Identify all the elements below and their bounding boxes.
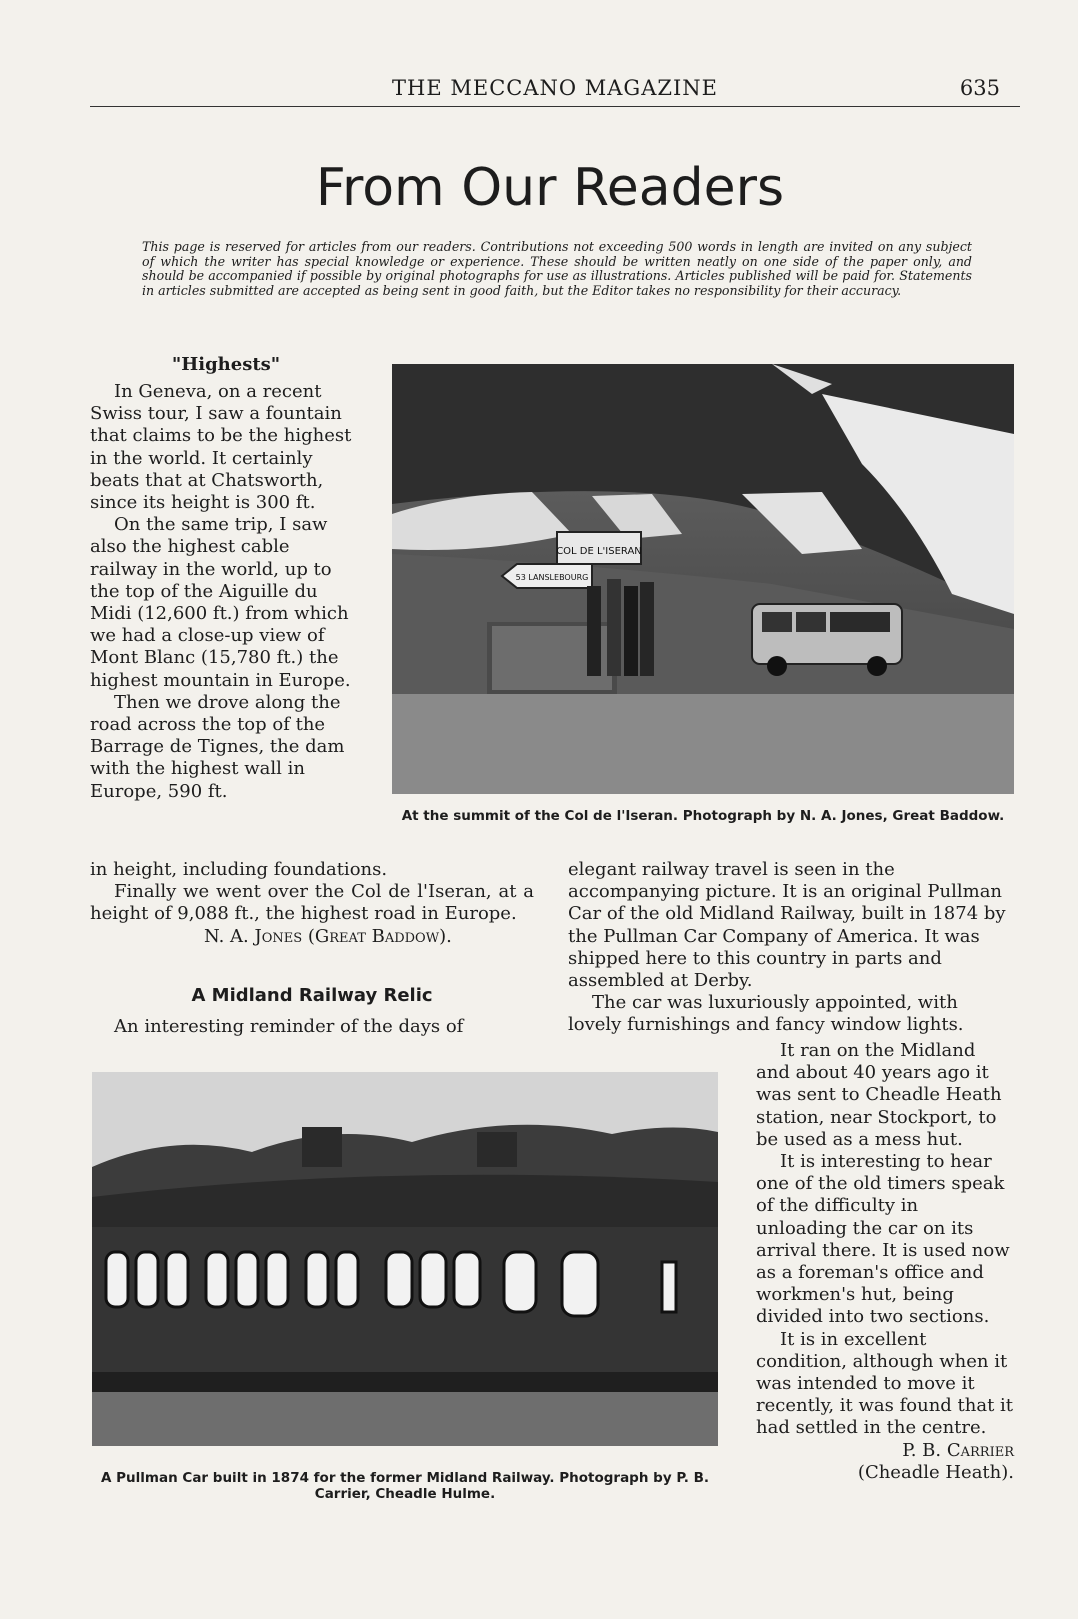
article2-heading: A Midland Railway Relic <box>191 985 433 1006</box>
page-header <box>90 76 1020 107</box>
article2-column-right <box>568 859 1014 1037</box>
article1-author <box>90 926 534 948</box>
article1-paragraph: Finally we went over the Col de l'Iseran, at a height of 9,088 ft., the highest road in Europe. <box>90 881 534 925</box>
pullman-car-image <box>92 1072 718 1446</box>
col-de-liseran-photo <box>392 364 1014 794</box>
article2-paragraph: It is interesting to hear one of the old timers speak of the difficulty in unloading the car on its arrival there. It is used now as a foreman's office and workmen's hut, being divided into two sections. <box>756 1151 1010 1328</box>
article1-paragraph: in height, including foundations. <box>90 859 388 880</box>
pullman-car-photo <box>92 1072 718 1446</box>
article1-column <box>90 381 362 803</box>
article1-paragraph: On the same trip, I saw also the highest cable railway in the world, up to the top of the Aiguille du Midi (12,600 ft.) from which we had a close-up view of Mont Blanc (15,780 ft.) the highest mountain in Europe. <box>90 514 351 691</box>
intro-paragraph: This page is reserved for articles from our readers. Contributions not exceeding 500 words in length are invited on any subject of which the writer has special knowledge or experience. These should be written neatly on one side of the paper only, and should be accompanied if possible by original photographs for use as illustrations. Articles published will be paid for. Statements in articles submitted are accepted as being sent in good faith, but the Editor takes no responsibility for their accuracy. <box>142 239 972 298</box>
article2-column-narrow <box>756 1040 1014 1484</box>
article2-paragraph: elegant railway travel is seen in the accompanying picture. It is an original Pullman Car of the old Midland Railway, built in 1874 by the Pullman Car Company of America. It was shipped here to this country in parts and assembled at Derby. <box>568 859 1006 992</box>
article2-paragraph: It ran on the Midland and about 40 years ago it was sent to Cheadle Heath station, near Stockport, to be used as a mess hut. <box>756 1040 1002 1150</box>
article2-author <box>756 1440 1014 1462</box>
page-title: From Our Readers <box>315 158 785 218</box>
article1-author-name: N. A. Jones (Great Baddow). <box>204 925 452 947</box>
article2-author-name: P. B. Carrier <box>902 1439 1014 1461</box>
sign-top-label: COL DE L'ISERAN <box>556 546 642 557</box>
article1-column-continued <box>90 859 534 948</box>
article2-paragraph: The car was luxuriously appointed, with lovely furnishings and fancy window lights. <box>568 992 964 1036</box>
article1-photo-caption: At the summit of the Col de l'Iseran. Photograph by N. A. Jones, Great Baddow. <box>401 808 1005 824</box>
sign-arrow-label: 53 LANSLEBOURG <box>515 573 589 582</box>
page-number: 635 <box>959 76 1000 100</box>
article2-column-start <box>90 1016 534 1038</box>
mountain-scene-image <box>392 364 1014 794</box>
article1-heading: "Highests" <box>171 354 281 375</box>
article2-paragraph: It is in excellent condition, although when it was intended to move it recently, it was found that it had settled in the centre. <box>756 1328 1014 1439</box>
article1-paragraph: In Geneva, on a recent Swiss tour, I saw a fountain that claims to be the highest in the world. It certainly beats that at Chatsworth, since its height is 300 ft. <box>90 381 352 514</box>
article2-author-place: (Cheadle Heath). <box>857 1461 1014 1483</box>
article2-photo-caption: A Pullman Car built in 1874 for the former Midland Railway. Photograph by P. B. Carrier, Cheadle Hulme. <box>101 1470 709 1502</box>
article2-paragraph: An interesting reminder of the days of <box>114 1016 464 1037</box>
magazine-title: THE MECCANO MAGAZINE <box>392 76 718 100</box>
article1-paragraph: Then we drove along the road across the top of the Barrage de Tignes, the dam with the highest wall in Europe, 590 ft. <box>90 691 345 802</box>
